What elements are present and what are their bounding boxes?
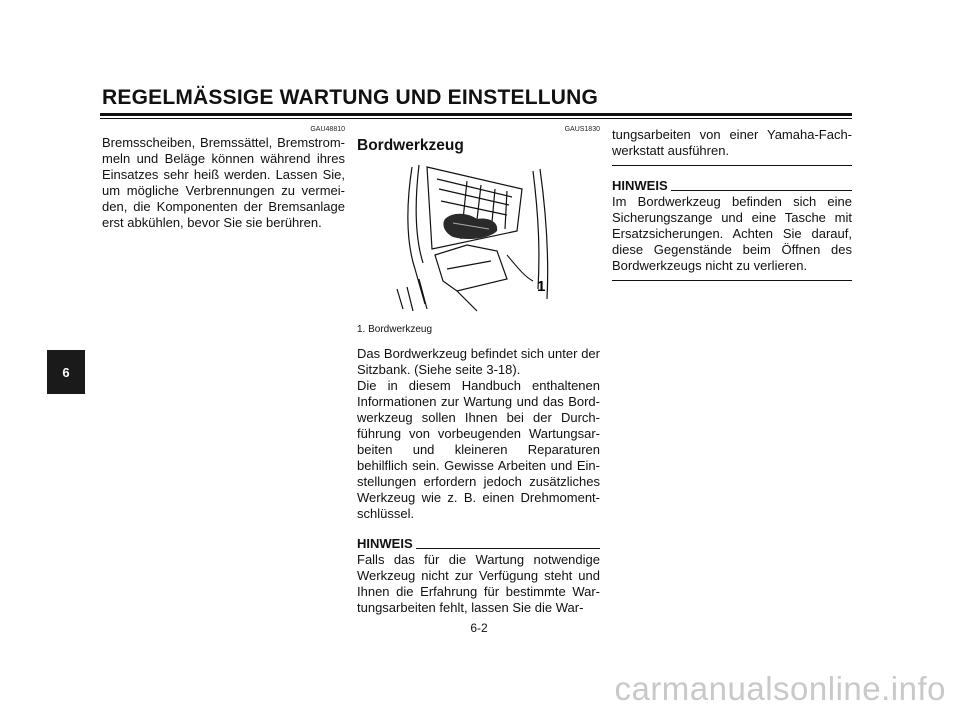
- continuation-text: tungsarbeiten von einer Yamaha-Fach-werkstatt ausführen.: [612, 127, 852, 158]
- section-code: GAUS1830: [564, 126, 600, 133]
- brake-warning-text: Bremsscheiben, Bremssättel, Bremstrom-meln und Beläge können während ihres Einsatzes sehr heiß werden. Lassen Sie, um mögliche Verbrennungen zu vermei-den, die Komponenten der Bremsanlage erst abkühlen, bevor Sie sie berühren.: [102, 135, 345, 230]
- note-label: HINWEIS: [612, 178, 668, 193]
- toolkit-illustration: [357, 159, 600, 315]
- section-code: GAU48810: [310, 126, 345, 133]
- note-text: Im Bordwerkzeug befinden sich eine Sicherungszange und eine Tasche mit Ersatzsicherungen. Achten Sie darauf, diese Gegenstände beim Öffnen des Bordwerkzeugs nicht zu verlieren.: [612, 194, 852, 273]
- section-title: Bordwerkzeug: [357, 137, 464, 154]
- header-rule-thin: [100, 118, 852, 119]
- header-rule: [100, 113, 852, 116]
- toolkit-drawing: [357, 159, 600, 315]
- page-number: 6-2: [470, 621, 488, 635]
- note-rule: [416, 548, 600, 549]
- note-text: Falls das für die Wartung notwendige Werkzeug nicht zur Verfügung steht und Ihnen die Erfahrung für bestimmte War-tungsarbeiten fehlt, lassen Sie die War-: [357, 552, 600, 615]
- toolkit-body-text: Das Bordwerkzeug befindet sich unter der Sitzbank. (Siehe seite 3-18). Die in diesem Handbuch enthaltenen Informationen zur Wartung und das Bord-werkzeug sollen Ihnen bei der Durch-führung von vorbeugenden Wartungsar-beiten und kleineren Reparaturen behilflich sein. Gewisse Arbeiten und Ein-stellungen erfordern jedoch zusätzliches Werkzeug wie z. B. einen Drehmoment-schlüssel.: [357, 346, 600, 521]
- column-3: [612, 125, 852, 281]
- figure-caption: 1. Bordwerkzeug: [357, 324, 433, 335]
- note-header: [612, 178, 852, 194]
- note-end-rule: [612, 165, 852, 166]
- watermark: carmanualsonline.info: [614, 670, 946, 707]
- note-label: HINWEIS: [357, 536, 413, 551]
- chapter-tab: 6: [47, 350, 85, 394]
- callout-number: 1: [537, 278, 546, 295]
- note-rule: [671, 190, 852, 191]
- column-1: [102, 125, 345, 231]
- page-header-title: REGELMÄSSIGE WARTUNG UND EINSTELLUNG: [102, 86, 599, 109]
- column-2: [357, 125, 600, 616]
- note-header: [357, 536, 600, 552]
- note-end-rule: [612, 280, 852, 281]
